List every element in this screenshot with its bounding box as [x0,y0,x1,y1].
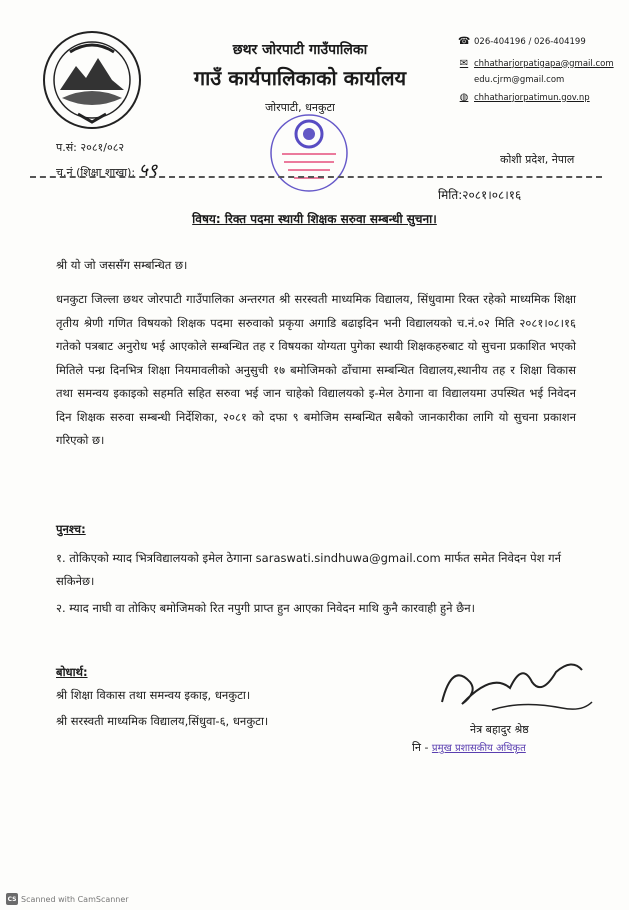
postscript-item: २. म्याद नाघी वा तोकिए बमोजिमको रित नपुगी प्राप्त हुन आएका निवेदन माथि कुनै कारवाही हुने छैन। [56,601,475,615]
postscript-heading: पुनश्च: [56,522,86,536]
phone-icon: ☎ [458,36,471,47]
signatory-name: नेत्र बहादुर श्रेष्ठ [470,723,529,736]
letter-date: मिति:२०८१।०८।१६ [438,188,522,202]
office-title: गाउँ कार्यपालिकाको कार्यालय [193,66,407,90]
globe-icon: ◍ [459,92,469,103]
mail-icon: ✉ [459,58,469,69]
government-emblem [40,28,144,132]
subject-line [30,210,599,227]
contact-website[interactable]: ◍ chhatharjorpatimun.gov.np [459,92,590,103]
letter-number: प.सं: २०८१/०८२ [56,141,125,154]
cc-item: श्री सरस्वती माध्यमिक विद्यालय,सिंधुवा-६, धनकुटा। [56,714,269,728]
designation-title: प्रमुख प्रशासकीय अधिकृत [431,743,526,754]
camscanner-logo-icon: CS [6,893,18,905]
province: कोशी प्रदेश, नेपाल [500,153,575,166]
contact-gmail[interactable]: ✉ chhatharjorpatigapa@gmail.com [459,58,614,69]
contact-phone: ☎ 026-404196 / 026-404199 [458,36,586,47]
office-name: छथर जोरपाटी गाउँपालिका [232,42,368,58]
header-divider [30,176,602,178]
contact-email[interactable]: edu.cjrm@gmail.com [474,75,565,85]
dispatch-number-row [56,158,157,182]
cc-item: श्री शिक्षा विकास तथा समन्वय इकाइ, धनकुटा। [56,688,251,702]
cc-heading: बोधार्थ: [56,665,88,679]
postscript-item: १. तोकिएको म्याद भित्रविद्यालयको इमेल ठेगाना saraswati.sindhuwa@gmail.com मार्फत समेत निवेदन पेश गर्न सकिनेछ। [56,551,561,588]
salutation: श्री यो जो जससँग सम्बन्धित छ। [56,258,188,272]
designation-prefix: नि - [412,741,429,754]
office-address: जोरपाटी, धनकुटा [265,101,335,114]
subject-text: विषय: रिक्त पदमा स्थायी शिक्षक सरुवा सम्बन्धी सुचना। [192,212,437,226]
scanner-watermark [6,893,129,905]
office-stamp [268,112,350,194]
scanner-text: Scanned with CamScanner [21,894,129,904]
dispatch-number: ५९ [138,160,158,181]
signatory-designation [412,740,526,755]
body-paragraph: धनकुटा जिल्ला छथर जोरपाटी गाउँपालिका अन्तरगत श्री सरस्वती माध्यमिक विद्यालय, सिंधुवामा रिक्त रहेको माध्यमिक शिक्षा तृतीय श्रेणी गणित विषयको शिक्षक पदमा सरुवाको प्रकृया अगाडि बढाइदिन भनी विद्यालयको च.नं.०२ मिति २०८१।०८।१६ गतेको पत्रबाट अनुरोध भई आएकोले सम्बन्धित तह र विषयका योग्यता पुगेका स्थायी शिक्षकहरुबाट यो सुचना प्रकाशित भएको मितिले पन्ध्र दिनभित्र शिक्षा नियमावलीको अनुसुची १७ बमोजिमको ढाँचामा सम्बन्धित विद्यालय,स्थानीय तह र शिक्षा विकास तथा समन्वय इकाइको सहमति सहित सरुवा भई जान चाहेको विद्यालयको इ-मेल ठेगाना वा विद्यालयमा उपस्थित भई निवेदन दिन शिक्षक सरुवा सम्बन्धी निर्देशिका, २०८१ को दफा ९ बमोजिम सम्बन्धित सबैको जानकारीका लागि यो सुचना प्रकाशन गरिएको छ। [56,292,576,447]
dispatch-label: च.नं (शिक्षा शाखा): [56,166,136,179]
signature [432,652,600,722]
